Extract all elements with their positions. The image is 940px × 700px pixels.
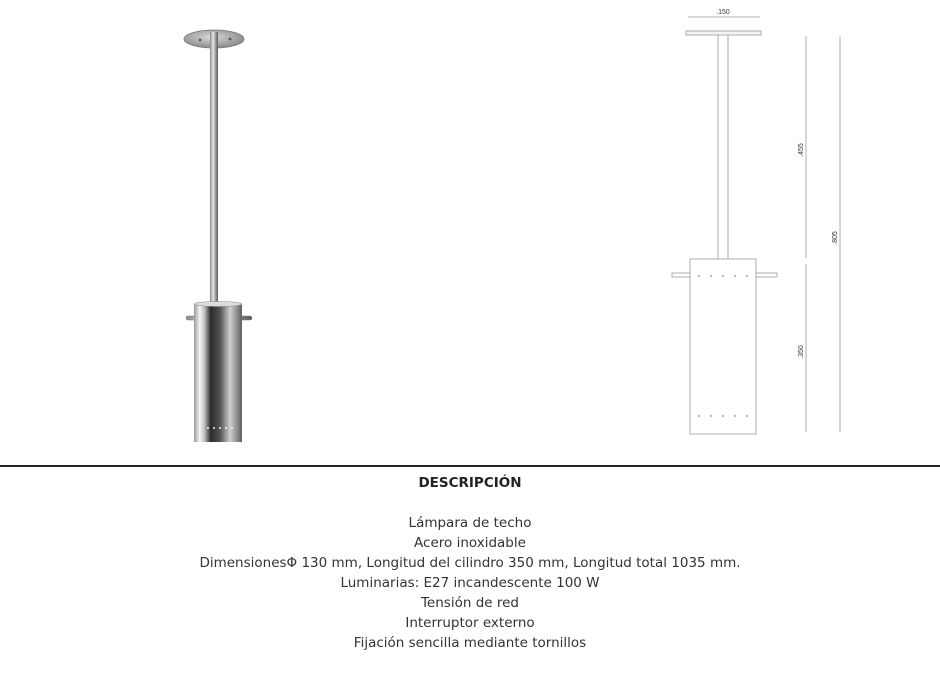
total-dimension-label: .805 bbox=[832, 231, 839, 245]
description-line: Tensión de red bbox=[420, 595, 519, 611]
description-line: Lámpara de techo bbox=[408, 515, 532, 531]
cylinder-dimension-label: .350 bbox=[798, 345, 805, 359]
description-heading: DESCRIPCIÓN bbox=[418, 475, 522, 491]
suspension-rod bbox=[210, 32, 218, 306]
description-line: Fijación sencilla mediante tornillos bbox=[353, 635, 587, 651]
description-line: Luminarias: E27 incandescente 100 W bbox=[340, 575, 600, 591]
description-line: Acero inoxidable bbox=[414, 535, 526, 551]
product-photo bbox=[150, 20, 290, 450]
lamp-cylinder bbox=[194, 302, 242, 443]
width-dimension-label: .150 bbox=[716, 9, 730, 16]
technical-drawing bbox=[660, 0, 940, 440]
description-section bbox=[0, 473, 940, 653]
description-line: Interruptor externo bbox=[405, 615, 535, 631]
section-divider bbox=[0, 465, 940, 467]
stem-dimension-label: .455 bbox=[798, 143, 805, 157]
description-line: DimensionesΦ 130 mm, Longitud del cilindro 350 mm, Longitud total 1035 mm. bbox=[199, 555, 741, 571]
